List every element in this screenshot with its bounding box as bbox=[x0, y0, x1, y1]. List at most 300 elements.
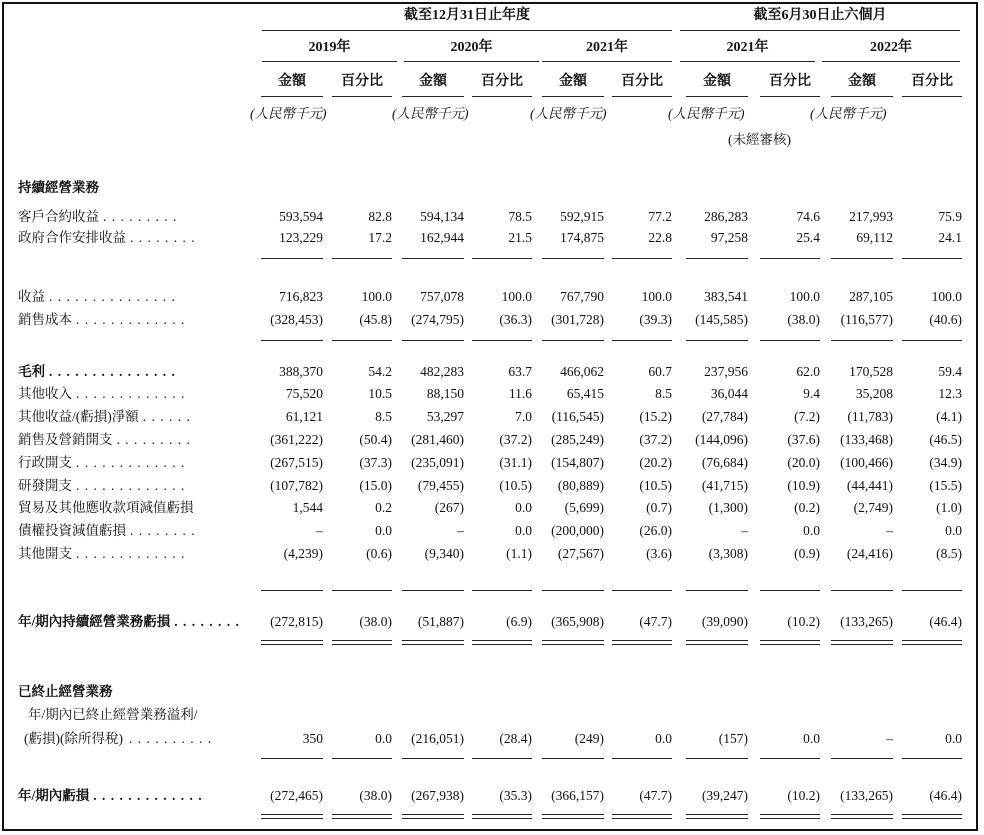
row-label-text: 其他開支 bbox=[18, 546, 72, 561]
row-label-gross-profit bbox=[18, 364, 176, 380]
cell-amount: (281,460) bbox=[411, 432, 464, 447]
leader-dots: . . . . . . . . . . . . . . . bbox=[49, 289, 176, 304]
row-label-text: 其他收益/(虧損)淨額 bbox=[18, 409, 139, 424]
row-label-continuing-loss bbox=[18, 614, 240, 630]
cell-amount: 757,078 bbox=[420, 289, 464, 304]
col-header-amount: 金額 bbox=[703, 74, 731, 89]
cell-amount: (24,416) bbox=[846, 546, 893, 561]
rule-year-2021-half bbox=[680, 61, 815, 62]
rule-col-amount bbox=[402, 96, 464, 97]
cell-pct: 11.6 bbox=[508, 386, 532, 401]
cell-amount: 350 bbox=[302, 731, 323, 746]
subtotal-rule bbox=[831, 340, 893, 341]
row-label-text: 銷售成本 bbox=[18, 312, 72, 327]
cell-pct: 12.3 bbox=[938, 386, 962, 401]
subtotal-rule bbox=[542, 258, 604, 259]
row-label-revenue bbox=[18, 289, 176, 305]
col-header-pct: 百分比 bbox=[769, 74, 811, 89]
cell-amount: (272,465) bbox=[270, 788, 323, 803]
row-label-discontinued-profit bbox=[28, 707, 198, 723]
col-header-pct: 百分比 bbox=[911, 74, 953, 89]
cell-amount: (39,090) bbox=[701, 614, 748, 629]
cell-amount: (249) bbox=[574, 731, 604, 746]
cell-pct: 62.0 bbox=[796, 364, 820, 379]
rule-group-half bbox=[680, 30, 960, 31]
row-label-text: 年/期內持續經營業務虧損 bbox=[18, 614, 171, 629]
cell-amount: (27,784) bbox=[701, 409, 748, 424]
cell-amount: 286,283 bbox=[704, 209, 748, 224]
cell-amount: (267,938) bbox=[411, 788, 464, 803]
col-header-amount: 金額 bbox=[278, 74, 306, 89]
cell-pct: 10.5 bbox=[368, 386, 392, 401]
unit-label: (人民幣千元) bbox=[810, 106, 887, 121]
cell-pct: (40.6) bbox=[929, 312, 962, 327]
cell-amount: (200,000) bbox=[551, 523, 604, 538]
leader-dots: . . . . . . . . . . . . . bbox=[76, 478, 186, 493]
cell-pct: 100.0 bbox=[501, 289, 532, 304]
cell-pct: 0.0 bbox=[515, 500, 532, 515]
subtotal-rule bbox=[760, 340, 820, 341]
subtotal-rule bbox=[402, 590, 464, 591]
cell-amount: 482,283 bbox=[420, 364, 464, 379]
row-label-debt-impairment bbox=[18, 523, 196, 539]
row-label-text: 政府合作安排收益 bbox=[18, 230, 126, 245]
leader-dots: . . . . . . . . . . . . . bbox=[76, 546, 186, 561]
cell-amount: (274,795) bbox=[411, 312, 464, 327]
cell-amount: (328,453) bbox=[270, 312, 323, 327]
double-underline bbox=[472, 814, 532, 819]
cell-pct: 21.5 bbox=[508, 230, 532, 245]
cell-amount: (267,515) bbox=[270, 455, 323, 470]
cell-pct: (37.2) bbox=[639, 432, 672, 447]
cell-pct: (10.2) bbox=[787, 788, 820, 803]
cell-amount: (4,239) bbox=[283, 546, 323, 561]
cell-amount: (301,728) bbox=[551, 312, 604, 327]
cell-pct: (15.0) bbox=[359, 478, 392, 493]
row-label-text: 年/期內虧損 bbox=[18, 788, 90, 803]
subtotal-rule bbox=[332, 590, 392, 591]
double-underline bbox=[831, 640, 893, 645]
leader-dots: . . . . . . . . . . . . . bbox=[76, 455, 186, 470]
subtotal-rule bbox=[261, 340, 323, 341]
cell-pct: 0.0 bbox=[375, 523, 392, 538]
cell-pct: (46.4) bbox=[929, 614, 962, 629]
row-label-cont-discontinued-profit bbox=[24, 731, 212, 747]
cell-amount: 466,062 bbox=[560, 364, 604, 379]
cell-pct: 74.6 bbox=[796, 209, 820, 224]
cell-amount: 287,105 bbox=[849, 289, 893, 304]
cell-amount: (9,340) bbox=[424, 546, 464, 561]
cell-pct: (47.7) bbox=[639, 614, 672, 629]
double-underline bbox=[902, 640, 962, 645]
row-label-other-income bbox=[18, 386, 185, 402]
rule-col-amount bbox=[542, 96, 604, 97]
cell-pct: 17.2 bbox=[368, 230, 392, 245]
cell-amount: (100,466) bbox=[840, 455, 893, 470]
cell-amount: 767,790 bbox=[560, 289, 604, 304]
double-underline bbox=[542, 814, 604, 819]
cell-amount: (107,782) bbox=[270, 478, 323, 493]
cell-amount: – bbox=[886, 731, 893, 746]
subtotal-rule bbox=[760, 758, 820, 759]
subtotal-rule bbox=[831, 758, 893, 759]
cell-pct: (10.9) bbox=[787, 478, 820, 493]
row-label-text: 研發開支 bbox=[18, 478, 72, 493]
cell-amount: 716,823 bbox=[279, 289, 323, 304]
unit-label: (人民幣千元) bbox=[530, 106, 607, 121]
cell-pct: 82.8 bbox=[368, 209, 392, 224]
double-underline bbox=[760, 814, 820, 819]
cell-amount: (80,889) bbox=[557, 478, 604, 493]
cell-amount: (76,684) bbox=[701, 455, 748, 470]
subtotal-rule bbox=[902, 590, 962, 591]
subtotal-rule bbox=[686, 758, 748, 759]
year-header-2021: 2021年 bbox=[586, 40, 628, 55]
unit-label: (人民幣千元) bbox=[668, 106, 745, 121]
cell-amount: 35,208 bbox=[855, 386, 893, 401]
rule-col-pct bbox=[612, 96, 672, 97]
subtotal-rule bbox=[831, 590, 893, 591]
cell-pct: (38.0) bbox=[359, 614, 392, 629]
cell-pct: (1.1) bbox=[506, 546, 532, 561]
cell-amount: 53,297 bbox=[426, 409, 464, 424]
row-label-other-gains bbox=[18, 409, 191, 425]
cell-amount: 97,258 bbox=[710, 230, 748, 245]
cell-pct: 8.5 bbox=[655, 386, 672, 401]
double-underline bbox=[472, 640, 532, 645]
cell-pct: (0.2) bbox=[794, 500, 820, 515]
cell-pct: 59.4 bbox=[938, 364, 962, 379]
cell-pct: 77.2 bbox=[648, 209, 672, 224]
rule-col-pct bbox=[332, 96, 392, 97]
cell-pct: (15.5) bbox=[929, 478, 962, 493]
leader-dots: . . . . . . . . . bbox=[103, 209, 178, 224]
double-underline bbox=[402, 814, 464, 819]
double-underline bbox=[612, 640, 672, 645]
cell-pct: 8.5 bbox=[375, 409, 392, 424]
cell-pct: 60.7 bbox=[648, 364, 672, 379]
cell-pct: 54.2 bbox=[368, 364, 392, 379]
row-label-rd-expenses bbox=[18, 478, 185, 494]
cell-pct: 0.0 bbox=[803, 523, 820, 538]
cell-amount: (144,096) bbox=[695, 432, 748, 447]
cell-pct: 0.2 bbox=[375, 500, 392, 515]
year-header-2020: 2020年 bbox=[450, 40, 493, 55]
cell-pct: 0.0 bbox=[945, 731, 962, 746]
subtotal-rule bbox=[472, 590, 532, 591]
double-underline bbox=[261, 814, 323, 819]
cell-amount: 36,044 bbox=[710, 386, 748, 401]
row-label-text: 毛利 bbox=[18, 364, 45, 379]
cell-pct: (6.9) bbox=[506, 614, 532, 629]
cell-amount: 65,415 bbox=[566, 386, 604, 401]
subtotal-rule bbox=[542, 758, 604, 759]
cell-amount: (365,908) bbox=[551, 614, 604, 629]
cell-pct: (34.9) bbox=[929, 455, 962, 470]
cell-pct: (15.2) bbox=[639, 409, 672, 424]
cell-amount: 383,541 bbox=[704, 289, 748, 304]
cell-pct: (7.2) bbox=[794, 409, 820, 424]
cell-pct: (3.6) bbox=[646, 546, 672, 561]
cell-pct: (0.9) bbox=[794, 546, 820, 561]
subtotal-rule bbox=[686, 258, 748, 259]
row-label-cost-of-sales bbox=[18, 312, 185, 328]
cell-amount: 61,121 bbox=[285, 409, 323, 424]
double-underline bbox=[261, 640, 323, 645]
double-underline bbox=[902, 814, 962, 819]
cell-pct: 25.4 bbox=[796, 230, 820, 245]
rule-col-amount bbox=[261, 96, 323, 97]
double-underline bbox=[542, 640, 604, 645]
cell-amount: 88,150 bbox=[426, 386, 464, 401]
leader-dots: . . . . . . . . bbox=[130, 523, 196, 538]
subtotal-rule bbox=[686, 340, 748, 341]
row-label-gov-revenue bbox=[18, 230, 196, 246]
col-header-pct: 百分比 bbox=[341, 74, 383, 89]
row-label-text: 收益 bbox=[18, 289, 45, 304]
cell-pct: (37.6) bbox=[787, 432, 820, 447]
cell-pct: (28.4) bbox=[499, 731, 532, 746]
leader-dots: . . . . . . . . . . . . . bbox=[76, 312, 186, 327]
subtotal-rule bbox=[472, 340, 532, 341]
cell-amount: 1,544 bbox=[292, 500, 323, 515]
cell-amount: – bbox=[316, 523, 323, 538]
subtotal-rule bbox=[902, 258, 962, 259]
col-header-amount: 金額 bbox=[419, 74, 447, 89]
cell-amount: (235,091) bbox=[411, 455, 464, 470]
cell-pct: 24.1 bbox=[938, 230, 962, 245]
rule-group-year bbox=[262, 30, 672, 31]
cell-amount: (44,441) bbox=[846, 478, 893, 493]
subtotal-rule bbox=[902, 758, 962, 759]
cell-pct: 63.7 bbox=[508, 364, 532, 379]
cell-amount: (116,577) bbox=[840, 312, 893, 327]
cell-amount: (1,300) bbox=[708, 500, 748, 515]
cell-amount: (272,815) bbox=[270, 614, 323, 629]
subtotal-rule bbox=[402, 758, 464, 759]
cell-pct: 78.5 bbox=[508, 209, 532, 224]
cell-amount: (133,468) bbox=[840, 432, 893, 447]
cell-amount: 162,944 bbox=[420, 230, 464, 245]
cell-amount: (39,247) bbox=[701, 788, 748, 803]
cell-pct: (46.5) bbox=[929, 432, 962, 447]
cell-pct: 100.0 bbox=[789, 289, 820, 304]
subtotal-rule bbox=[261, 590, 323, 591]
row-label-text: 其他收入 bbox=[18, 386, 72, 401]
row-label-contract-revenue bbox=[18, 209, 177, 225]
double-underline bbox=[332, 814, 392, 819]
row-label-admin-expenses bbox=[18, 455, 185, 471]
year-header-2021-half: 2021年 bbox=[726, 40, 769, 55]
double-underline bbox=[612, 814, 672, 819]
cell-amount: 593,594 bbox=[279, 209, 323, 224]
cell-pct: 0.0 bbox=[515, 523, 532, 538]
cell-amount: 69,112 bbox=[856, 230, 893, 245]
row-label-text: (虧損)(除所得稅) bbox=[24, 731, 123, 746]
double-underline bbox=[760, 640, 820, 645]
rule-col-amount bbox=[686, 96, 748, 97]
leader-dots: . . . . . . . . . . . . . bbox=[93, 788, 203, 803]
double-underline bbox=[686, 814, 748, 819]
cell-pct: (20.2) bbox=[639, 455, 672, 470]
row-label-text: 行政開支 bbox=[18, 455, 72, 470]
subtotal-rule bbox=[902, 340, 962, 341]
col-header-amount: 金額 bbox=[848, 74, 876, 89]
cell-pct: 0.0 bbox=[945, 523, 962, 538]
row-label-text: 債權投資減值虧損 bbox=[18, 523, 126, 538]
subtotal-rule bbox=[332, 258, 392, 259]
row-label-text: 貿易及其他應收款項減值虧損 bbox=[18, 500, 194, 515]
subtotal-rule bbox=[831, 258, 893, 259]
row-label-text: 年/期內已終止經營業務溢利/ bbox=[28, 707, 198, 722]
group-header-year: 截至12月31日止年度 bbox=[404, 8, 530, 23]
cell-pct: (10.5) bbox=[499, 478, 532, 493]
subtotal-rule bbox=[542, 590, 604, 591]
row-label-selling-expenses bbox=[18, 432, 191, 448]
cell-pct: (8.5) bbox=[936, 546, 962, 561]
subtotal-rule bbox=[760, 590, 820, 591]
cell-pct: (10.5) bbox=[639, 478, 672, 493]
cell-amount: 170,528 bbox=[849, 364, 893, 379]
rule-col-pct bbox=[472, 96, 532, 97]
cell-pct: 22.8 bbox=[648, 230, 672, 245]
subtotal-rule bbox=[261, 258, 323, 259]
subtotal-rule bbox=[472, 758, 532, 759]
cell-pct: 75.9 bbox=[938, 209, 962, 224]
cell-pct: 100.0 bbox=[361, 289, 392, 304]
cell-pct: 0.0 bbox=[375, 731, 392, 746]
cell-pct: (1.0) bbox=[936, 500, 962, 515]
cell-pct: (50.4) bbox=[359, 432, 392, 447]
rule-col-amount bbox=[831, 96, 893, 97]
cell-pct: (38.0) bbox=[787, 312, 820, 327]
cell-pct: (38.0) bbox=[359, 788, 392, 803]
subtotal-rule bbox=[542, 340, 604, 341]
cell-amount: (41,715) bbox=[701, 478, 748, 493]
unit-label: (人民幣千元) bbox=[250, 106, 327, 121]
cell-pct: 7.0 bbox=[515, 409, 532, 424]
cell-amount: (285,249) bbox=[551, 432, 604, 447]
unaudited-label: (未經審核) bbox=[728, 132, 791, 147]
row-label-text: 客戶合約收益 bbox=[18, 209, 99, 224]
cell-amount: (3,308) bbox=[708, 546, 748, 561]
cell-amount: 75,520 bbox=[285, 386, 323, 401]
cell-pct: (0.6) bbox=[366, 546, 392, 561]
col-header-pct: 百分比 bbox=[621, 74, 663, 89]
double-underline bbox=[831, 814, 893, 819]
cell-pct: 9.4 bbox=[803, 386, 820, 401]
cell-amount: (361,222) bbox=[270, 432, 323, 447]
subtotal-rule bbox=[402, 258, 464, 259]
cell-pct: (36.3) bbox=[499, 312, 532, 327]
cell-pct: (31.1) bbox=[499, 455, 532, 470]
cell-amount: (2,749) bbox=[853, 500, 893, 515]
subtotal-rule bbox=[612, 590, 672, 591]
cell-pct: (4.1) bbox=[936, 409, 962, 424]
cell-pct: 100.0 bbox=[641, 289, 672, 304]
year-header-2019: 2019年 bbox=[308, 40, 351, 55]
double-underline bbox=[686, 640, 748, 645]
col-header-pct: 百分比 bbox=[481, 74, 523, 89]
year-header-2022: 2022年 bbox=[870, 40, 912, 55]
cell-pct: (26.0) bbox=[639, 523, 672, 538]
col-header-amount: 金額 bbox=[559, 74, 587, 89]
cell-amount: (116,545) bbox=[551, 409, 604, 424]
rule-year-2021 bbox=[542, 61, 672, 62]
leader-dots: . . . . . . . . bbox=[174, 614, 240, 629]
cell-amount: 123,229 bbox=[279, 230, 323, 245]
cell-pct: (39.3) bbox=[639, 312, 672, 327]
cell-amount: 592,915 bbox=[560, 209, 604, 224]
cell-amount: (51,887) bbox=[417, 614, 464, 629]
subtotal-rule bbox=[402, 340, 464, 341]
group-header-half: 截至6月30日止六個月 bbox=[753, 8, 887, 23]
subtotal-rule bbox=[332, 758, 392, 759]
section-continuing: 持續經營業務 bbox=[18, 180, 99, 195]
cell-amount: – bbox=[741, 523, 748, 538]
subtotal-rule bbox=[472, 258, 532, 259]
leader-dots: . . . . . . . . . . . . . bbox=[76, 386, 186, 401]
cell-pct: (20.0) bbox=[787, 455, 820, 470]
cell-amount: (267) bbox=[434, 500, 464, 515]
cell-amount: (366,157) bbox=[551, 788, 604, 803]
row-label-other-expenses bbox=[18, 546, 185, 562]
cell-amount: – bbox=[457, 523, 464, 538]
cell-amount: 388,370 bbox=[279, 364, 323, 379]
leader-dots: . . . . . . . . bbox=[130, 230, 196, 245]
cell-pct: (37.3) bbox=[359, 455, 392, 470]
cell-pct: (47.7) bbox=[639, 788, 672, 803]
cell-amount: (11,783) bbox=[847, 409, 893, 424]
leader-dots: . . . . . . . . . . . . . . . bbox=[49, 364, 176, 379]
cell-amount: (27,567) bbox=[557, 546, 604, 561]
leader-dots: . . . . . . . . . . bbox=[128, 731, 213, 746]
cell-pct: (45.8) bbox=[359, 312, 392, 327]
cell-amount: (79,455) bbox=[417, 478, 464, 493]
subtotal-rule bbox=[612, 258, 672, 259]
leader-dots: . . . . . . bbox=[142, 409, 191, 424]
cell-amount: (5,699) bbox=[564, 500, 604, 515]
subtotal-rule bbox=[332, 340, 392, 341]
cell-pct: (37.2) bbox=[499, 432, 532, 447]
rule-year-2019 bbox=[262, 61, 397, 62]
subtotal-rule bbox=[760, 258, 820, 259]
cell-amount: (133,265) bbox=[840, 788, 893, 803]
cell-amount: (145,585) bbox=[695, 312, 748, 327]
cell-pct: 0.0 bbox=[655, 731, 672, 746]
cell-amount: (154,807) bbox=[551, 455, 604, 470]
rule-year-2022 bbox=[822, 61, 960, 62]
cell-pct: 100.0 bbox=[931, 289, 962, 304]
cell-amount: 237,956 bbox=[704, 364, 748, 379]
cell-pct: 0.0 bbox=[803, 731, 820, 746]
cell-pct: (10.2) bbox=[787, 614, 820, 629]
double-underline bbox=[332, 640, 392, 645]
rule-col-pct bbox=[760, 96, 820, 97]
row-label-period-loss bbox=[18, 788, 203, 804]
cell-pct: (35.3) bbox=[499, 788, 532, 803]
rule-col-pct bbox=[902, 96, 962, 97]
section-discontinued: 已終止經營業務 bbox=[18, 684, 113, 699]
rule-year-2020 bbox=[404, 61, 539, 62]
unit-label: (人民幣千元) bbox=[392, 106, 469, 121]
cell-amount: (157) bbox=[718, 731, 748, 746]
cell-amount: 217,993 bbox=[849, 209, 893, 224]
row-label-text: 銷售及營銷開支 bbox=[18, 432, 113, 447]
cell-amount: 594,134 bbox=[420, 209, 464, 224]
cell-amount: 174,875 bbox=[560, 230, 604, 245]
subtotal-rule bbox=[261, 758, 323, 759]
